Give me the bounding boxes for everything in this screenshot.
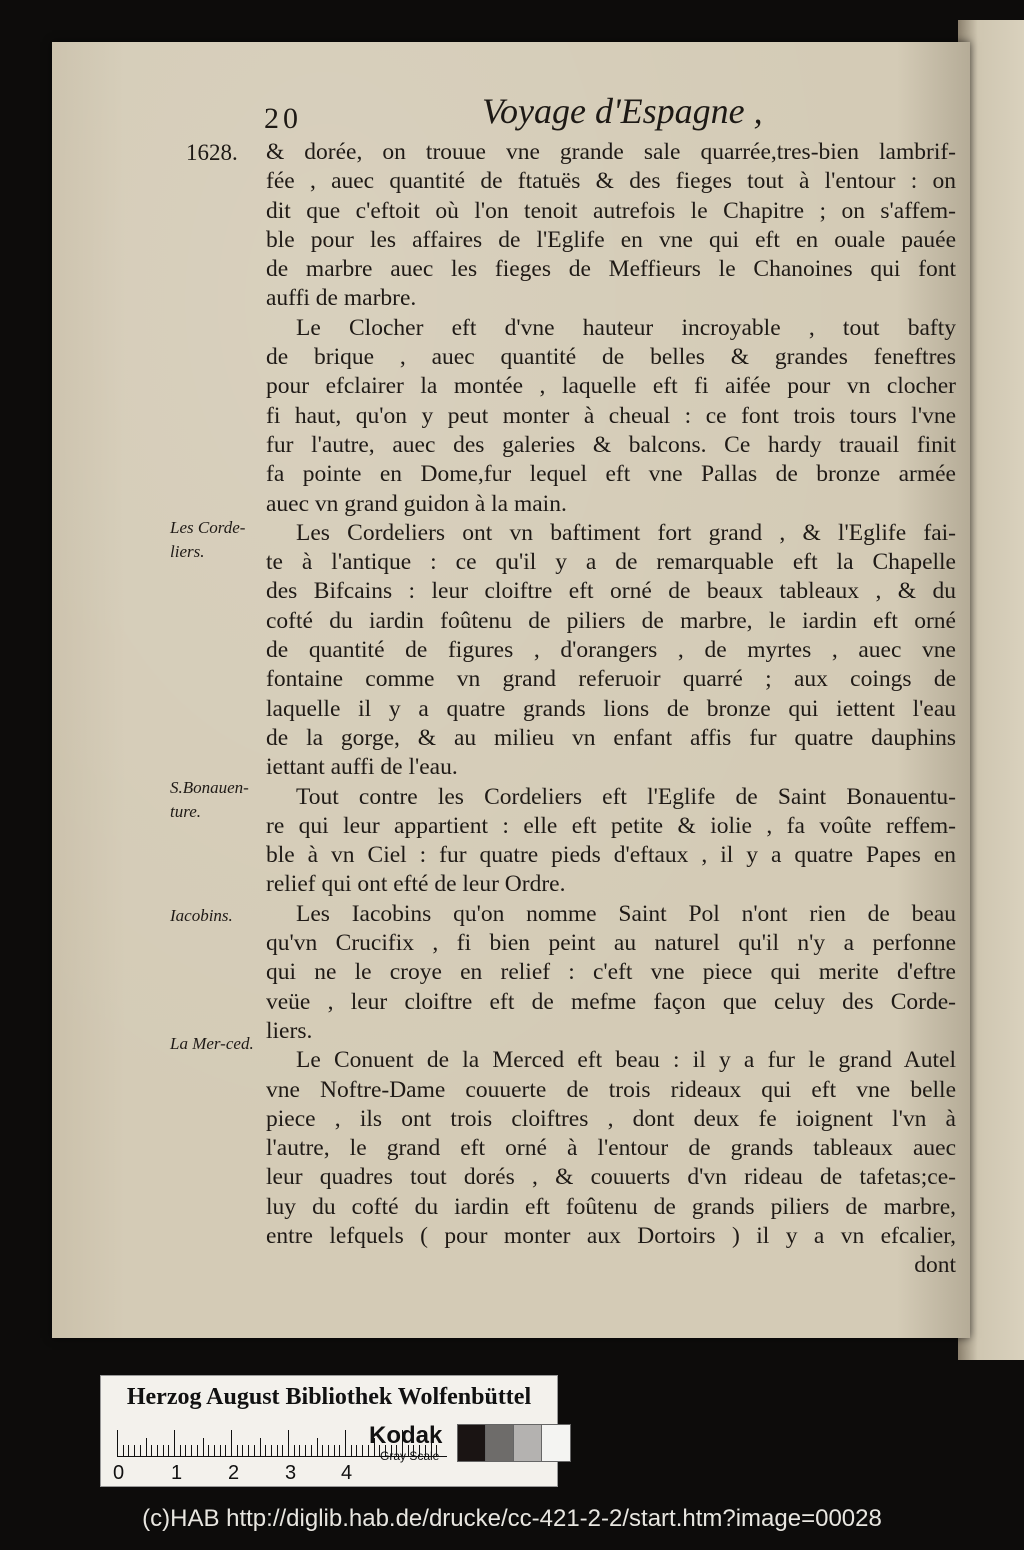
page-header [264,90,954,140]
text-line: fa pointe en Dome,fur lequel eft vne Pallas de bronze armée [266,461,956,488]
text-line: auec vn grand guidon à la main. [266,490,567,517]
margin-note-bonaventure: S.Bonauen-ture. [170,778,249,821]
ruler-tick [317,1438,318,1456]
ruler-tick [168,1445,169,1456]
text-line: des Bifcains : leur cloiftre eft orné de beaux tableaux , & du [266,578,956,605]
gray-swatch-white [541,1424,571,1462]
ruler-tick [180,1445,181,1456]
copyright-footer: (c)HAB http://diglib.hab.de/drucke/cc-421-2-2/start.htm?image=00028 [142,1505,882,1532]
ruler-tick [123,1445,124,1456]
ruler-label: 1 [171,1462,183,1484]
gray-swatch-dark [485,1424,515,1462]
running-head: Voyage d'Espagne , [482,91,763,131]
ruler-tick [191,1445,192,1456]
ruler-tick [351,1445,352,1456]
ruler-label: 2 [228,1462,240,1484]
text-line: de quantité de figures , d'orangers , de myrtes , auec vne [266,637,956,664]
calibration-strip [100,1375,558,1487]
ruler-tick [299,1445,300,1456]
text-line: de la gorge, & au milieu vn enfant affis fur quatre dauphins [266,724,956,751]
text-line: liers. [266,1017,313,1044]
gray-swatch-black [457,1424,487,1462]
ruler-tick [242,1445,243,1456]
text-line: entre lefquels ( pour monter aux Dortoirs ) il y a vn efcalier, [266,1222,956,1249]
text-line: ble à vn Ciel : fur quatre pieds d'eftaux , il y a quatre Papes en [266,842,956,869]
text-line: luy du cofté du iardin eft foûtenu de grands piliers de marbre, [266,1193,956,1220]
gray-scale-label: Gray Scale [380,1449,440,1463]
text-line: iettant auffi de l'eau. [266,754,458,781]
ruler-tick [254,1445,255,1456]
ruler-tick [220,1445,221,1456]
ruler-tick [277,1445,278,1456]
text-line: & dorée, on trouue vne grande sale quarrée,tres-bien lambrif- [266,139,956,165]
text-line: ble pour les affaires de l'Eglife en vne qui eft en ouale pauée [266,226,956,253]
margin-note-cordeliers: Les Corde-liers. [170,518,246,561]
catchword: dont [914,1252,956,1279]
text-line: fi haut, qu'on y peut monter à cheual : ce font trois tours l'vne [266,402,956,429]
text-line: l'autre, le grand eft orné à l'entour de grands tableaux auec [266,1135,956,1162]
ruler-tick [174,1430,175,1456]
text-line: relief qui ont efté de leur Ordre. [266,871,566,898]
text-line: fontaine comme vn grand referuoir quarré ; aux coings de [266,666,956,693]
text-line: vne Noftre-Dame couuerte de trois rideaux qui eft vne belle [266,1076,956,1103]
text-line: Le Conuent de la Merced eft beau : il y a fur le grand Autel [296,1047,956,1074]
ruler-tick [117,1430,118,1456]
ruler-tick [208,1445,209,1456]
ruler-tick [311,1445,312,1456]
text-line: laquelle il y a quatre grands lions de bronze qui iettent l'eau [266,695,956,722]
text-line: te à l'antique : ce qu'il y a de remarquable eft la Chapelle [266,549,956,576]
ruler-label: 0 [113,1462,125,1484]
margin-note-merced: La Mer-ced. [170,1034,254,1053]
ruler-tick [260,1438,261,1456]
text-line: Le Clocher eft d'vne hauteur incroyable , tout bafty [296,314,956,341]
ruler-tick [362,1445,363,1456]
ruler-tick [334,1445,335,1456]
ruler-tick [305,1445,306,1456]
ruler-tick [271,1445,272,1456]
ruler-tick [328,1445,329,1456]
text-line: fée , auec quantité de ftatuës & des fieges tout à l'entour : on [266,168,956,195]
text-line: piece , ils ont trois cloiftres , dont deux fe ioignent l'vn à [266,1105,956,1132]
text-line: de marbre auec les fieges de Meffieurs le Chanoines qui font [266,256,956,283]
ruler-tick [185,1445,186,1456]
text-line: Tout contre les Cordeliers eft l'Eglife de Saint Bonauentu- [296,783,956,810]
ruler-tick [163,1445,164,1456]
ruler-tick [248,1445,249,1456]
ruler-tick [151,1445,152,1456]
text-line: Les Iacobins qu'on nomme Saint Pol n'ont rien de beau [296,900,956,927]
library-name: Herzog August Bibliothek Wolfenbüttel [126,1384,532,1410]
text-line: auffi de marbre. [266,285,417,312]
ruler-tick [214,1445,215,1456]
ruler-tick [140,1445,141,1456]
ruler-label: 3 [285,1462,297,1484]
text-line: re qui leur appartient : elle eft petite & iolie , fa voûte reffem- [266,812,956,839]
ruler-tick [237,1445,238,1456]
ruler-tick [356,1445,357,1456]
ruler-tick [282,1445,283,1456]
kodak-logo: Kodak [369,1422,443,1449]
text-line: qu'vn Crucifix , fi bien peint au naturel qu'il n'y a perfonne [266,930,956,957]
ruler-tick [322,1445,323,1456]
ruler-tick [265,1445,266,1456]
ruler-tick [231,1430,232,1456]
margin-year: 1628. [186,140,238,165]
text-line: leur quadres tout dorés , & couuerts d'vn rideau de tafetas;ce- [266,1164,956,1191]
text-line: pour efclairer la montée , laquelle eft fi aifée pour vn clocher [266,373,956,400]
text-line: dit que c'eftoit où l'on tenoit autrefois le Chapitre ; on s'affem- [266,197,956,224]
ruler-tick [203,1438,204,1456]
body-text [266,138,956,1281]
ruler-tick [294,1445,295,1456]
text-line: cofté du iardin foûtenu de piliers de marbre, le iardin eft orné [266,607,956,634]
ruler-tick [157,1445,158,1456]
page-number: 20 [264,102,302,135]
text-line: de brique , auec quantité de belles & grandes feneftres [266,344,956,371]
ruler-tick [225,1445,226,1456]
text-line: qui ne le croye en relief : c'eft vne piece qui merite d'eftre [266,959,956,986]
text-line: fur l'autre, auec des galeries & balcons. Ce hardy trauail finit [266,431,956,458]
gray-swatch-light [513,1424,543,1462]
ruler-tick [146,1438,147,1456]
ruler-tick [197,1445,198,1456]
margin-note-jacobins: Iacobins. [170,906,233,925]
ruler-tick [345,1430,346,1456]
ruler-tick [288,1430,289,1456]
text-line: veüe , leur cloiftre eft de mefme façon que celuy des Corde- [266,988,956,1015]
book-page [52,42,970,1338]
ruler-label: 4 [341,1462,353,1484]
text-line: Les Cordeliers ont vn baftiment fort grand , & l'Eglife fai- [296,519,956,546]
ruler-tick [339,1445,340,1456]
ruler-tick [134,1445,135,1456]
ruler-tick [128,1445,129,1456]
